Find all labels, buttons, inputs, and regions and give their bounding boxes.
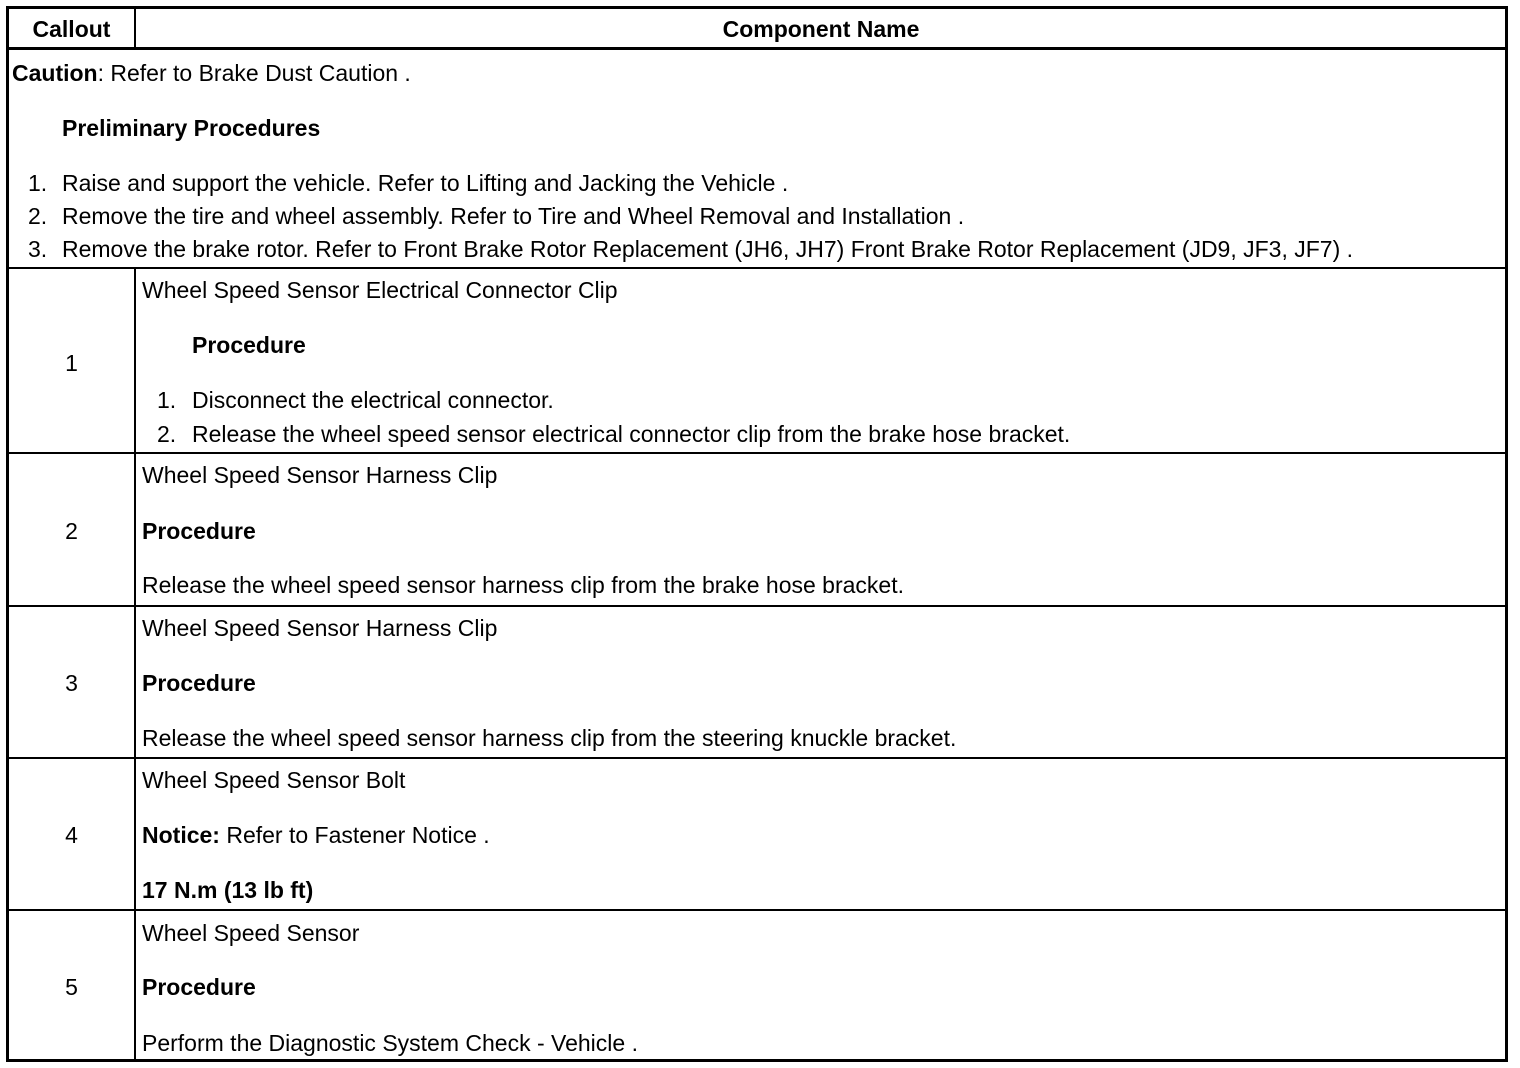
- procedure-label: Procedure: [192, 332, 306, 358]
- procedure-label: Procedure: [142, 974, 256, 1000]
- procedure-text: Release the wheel speed sensor harness clip from the brake hose bracket.: [142, 572, 904, 598]
- caution-line: [12, 62, 411, 85]
- torque-spec: 17 N.m (13 lb ft): [142, 877, 314, 903]
- callout-number: 5: [65, 974, 78, 1000]
- component-name: Wheel Speed Sensor Harness Clip: [142, 615, 498, 641]
- step-number: 1.: [157, 387, 177, 413]
- step-number: 2.: [157, 421, 177, 447]
- component-name: Wheel Speed Sensor: [142, 920, 360, 946]
- intro-step-text: Remove the brake rotor. Refer to Front Brake Rotor Replacement (JH6, JH7) Front Brake Rotor Replacement (JD9, JF3, JF7) .: [62, 236, 1354, 262]
- row-divider-2: [9, 605, 1505, 607]
- component-name-header: Component Name: [722, 16, 920, 42]
- procedure-table: [6, 6, 1508, 1062]
- step-text: Release the wheel speed sensor electrical connector clip from the brake hose bracket.: [192, 421, 1071, 447]
- row-divider-3: [9, 757, 1505, 759]
- header-divider: [9, 47, 1505, 50]
- step-text: Disconnect the electrical connector.: [192, 387, 554, 413]
- procedure-label: Procedure: [142, 518, 256, 544]
- row-divider-4: [9, 909, 1505, 911]
- callout-number: 4: [65, 822, 78, 848]
- caution-text: : Refer to Brake Dust Caution .: [97, 60, 411, 86]
- component-name: Wheel Speed Sensor Bolt: [142, 767, 406, 793]
- notice-line: [142, 824, 490, 847]
- intro-step-text: Raise and support the vehicle. Refer to Lifting and Jacking the Vehicle .: [62, 170, 789, 196]
- preliminary-title: Preliminary Procedures: [62, 115, 321, 141]
- procedure-text: Perform the Diagnostic System Check - Vehicle .: [142, 1030, 638, 1056]
- intro-step-number: 2.: [28, 203, 48, 229]
- component-name: Wheel Speed Sensor Electrical Connector Clip: [142, 277, 618, 303]
- callout-number: 3: [65, 670, 78, 696]
- notice-label: Notice:: [142, 822, 220, 848]
- notice-text: Refer to Fastener Notice .: [219, 822, 490, 848]
- intro-step-text: Remove the tire and wheel assembly. Refer to Tire and Wheel Removal and Installation .: [62, 203, 965, 229]
- intro-step-number: 1.: [28, 170, 48, 196]
- callout-number: 1: [65, 350, 78, 376]
- intro-step-number: 3.: [28, 236, 48, 262]
- component-name: Wheel Speed Sensor Harness Clip: [142, 462, 498, 488]
- procedure-text: Release the wheel speed sensor harness clip from the steering knuckle bracket.: [142, 725, 957, 751]
- caution-label: Caution: [12, 60, 98, 86]
- procedure-label: Procedure: [142, 670, 256, 696]
- callout-header: Callout: [32, 16, 111, 42]
- column-divider: [134, 267, 136, 1059]
- intro-divider: [9, 267, 1505, 269]
- row-divider-1: [9, 452, 1505, 454]
- callout-number: 2: [65, 518, 78, 544]
